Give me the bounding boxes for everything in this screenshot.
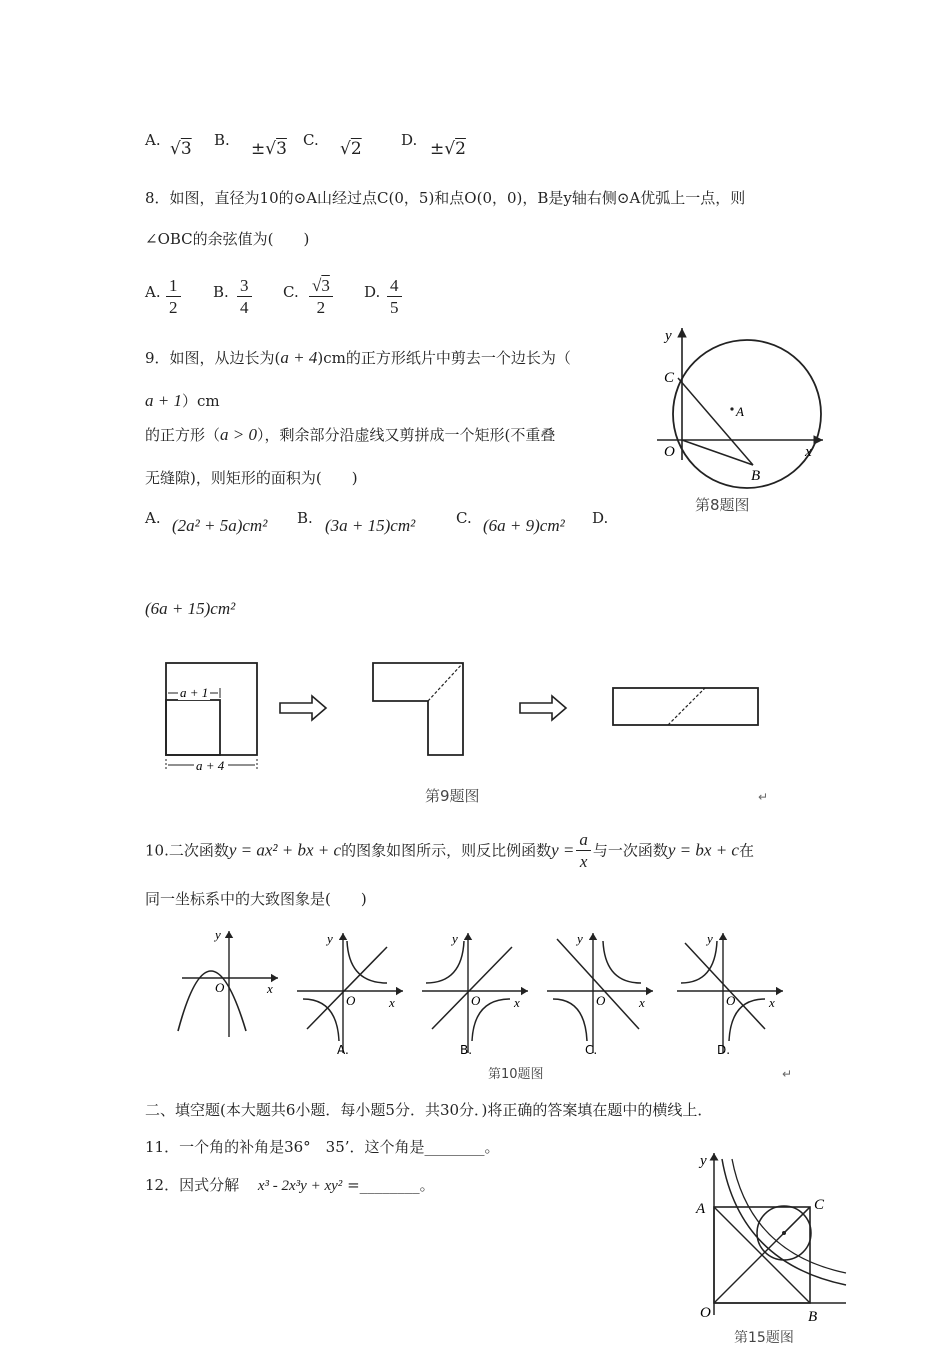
section-2-title: 二、填空题(本大题共6小题．每小题5分．共30分．)将正确的答案填在题中的横线上． (145, 1101, 713, 1119)
fig15-label-y: y (700, 1153, 707, 1169)
fig10-p-y: y (215, 927, 221, 942)
q8-option-d-label: D. (364, 283, 381, 301)
fig9-return-mark: ↵ (758, 790, 769, 804)
figure-9 (160, 655, 800, 805)
fig8-label-x: x (805, 444, 812, 460)
q9-option-c-value: (6a + 9)cm² (483, 516, 565, 535)
q10-stem-line2: 同一坐标系中的大致图象是( ) (145, 890, 367, 908)
fig10-p-o: O (215, 980, 225, 995)
fig8-label-o: O (664, 444, 675, 460)
q8-option-c-value: $\frac{√3}{2}$ (309, 276, 333, 319)
q7-option-b-value: ±√3 (251, 139, 287, 159)
figure-15 (688, 1145, 848, 1345)
fig9-arrow-2 (520, 696, 566, 720)
q9-option-a-label: A. (145, 509, 161, 527)
fig10-caption: 第10题图 (488, 1067, 544, 1082)
q8-option-d-value: $\frac{4}{5}$ (387, 276, 402, 319)
q8-stem-line2: ∠OBC的余弦值为( ) (145, 230, 310, 248)
fig15-hyperbola-1 (722, 1159, 846, 1285)
fig8-label-y: y (665, 328, 672, 344)
q7-option-a-value: √3 (170, 139, 192, 159)
fig8-label-c: C (664, 370, 675, 386)
fig10-d-y: y (707, 931, 713, 946)
q10-stem-line1: 10.二次函数y = ax² + bx + c的图象如图所示，则反比例函数y = $\frac{a}{x}$ 与一次函数y = bx + c在 (145, 830, 754, 871)
fig10-d-o: O (726, 993, 736, 1008)
fig10-c-y: y (577, 931, 583, 946)
q9-stem-line4: 无缝隙)，则矩形的面积为( ) (145, 469, 358, 487)
fig10-a-x: x (389, 995, 395, 1010)
fig10-option-d-graph (677, 931, 783, 1057)
figure-8 (645, 320, 835, 520)
q8-option-a-value: $\frac{1}{2}$ (166, 276, 181, 319)
q8-option-c-label: C. (283, 283, 299, 301)
q8-option-b-value: $\frac{3}{4}$ (237, 276, 252, 319)
fig10-a-o: O (346, 993, 356, 1008)
q7-option-a-label: A. (145, 131, 161, 149)
fig10-d-x: x (769, 995, 775, 1010)
q9-option-b-label: B. (297, 509, 313, 527)
fig15-label-a: A (696, 1201, 706, 1217)
fig15-label-b: B (808, 1309, 818, 1325)
q9-option-b-value: (3a + 15)cm² (325, 516, 416, 535)
fig15-caption: 第15题图 (734, 1330, 794, 1345)
fig10-d-label: D. (717, 1043, 731, 1057)
fig9-label-inner: a + 1 (180, 685, 209, 700)
q9-option-d-value: (6a + 15)cm² (145, 599, 236, 618)
q9-stem-line1: 9．如图，从边长为(a + 4)cm的正方形纸片中剪去一个边长为（ (145, 348, 571, 367)
fig10-b-x: x (514, 995, 520, 1010)
q9-option-d-label: D. (592, 509, 609, 527)
q11-stem: 11．一个角的补角是36° 35’．这个角是________。 (145, 1138, 500, 1156)
fig10-option-c-graph (547, 931, 653, 1057)
q7-option-b-label: B. (214, 131, 230, 149)
fig10-a-label: A. (337, 1043, 349, 1057)
fig9-label-outer: a + 4 (196, 758, 225, 773)
fig9-arrow-1 (280, 696, 326, 720)
fig15-hyperbola-2 (732, 1159, 846, 1273)
fig10-b-o: O (471, 993, 481, 1008)
q12-stem: 12．因式分解 x³ - 2x³y + xy² =________。 (145, 1176, 435, 1194)
q9-option-c-label: C. (456, 509, 472, 527)
q7-option-c-label: C. (303, 131, 319, 149)
figure-10 (170, 925, 810, 1085)
q9-stem-line3: 的正方形（a > 0），剩余部分沿虚线又剪拼成一个矩形(不重叠 (145, 425, 556, 444)
fig8-circle (673, 340, 821, 488)
fig9-caption: 第9题图 (425, 787, 480, 805)
fig10-return-mark: ↵ (782, 1067, 793, 1081)
fig8-center-point (730, 407, 733, 410)
fig10-p-x: x (267, 981, 273, 996)
q9-stem-line2: a + 1）cm (145, 391, 220, 410)
fig8-caption: 第8题图 (695, 496, 750, 514)
fig15-radius (784, 1207, 810, 1233)
q7-option-c-value: √2 (340, 139, 362, 159)
q12-expression: x³ - 2x³y + xy² (257, 1178, 343, 1194)
fig8-label-b: B (751, 468, 761, 484)
fig9-cut-line (428, 663, 463, 701)
q9-option-a-value: (2a² + 5a)cm² (172, 516, 268, 535)
fig10-c-x: x (639, 995, 645, 1010)
fig10-b-label: B. (460, 1043, 473, 1057)
fig9-rect-dashed (668, 688, 705, 725)
fig15-label-o: O (700, 1305, 711, 1321)
fig10-b-y: y (452, 931, 458, 946)
q8-stem-line1: 8．如图，直径为10的⊙A山经过点C(0，5)和点O(0，0)，B是y轴右侧⊙A优弧上一点，则 (145, 189, 746, 207)
fig9-rectangle (613, 688, 758, 725)
fig10-option-b-graph (422, 931, 528, 1057)
fig10-c-label: C. (585, 1043, 598, 1057)
q8-option-a-label: A. (145, 283, 161, 301)
fig8-label-a: A (736, 404, 744, 419)
fig10-option-a-graph (297, 931, 403, 1057)
q7-option-d-value: ±√2 (430, 139, 466, 159)
fig9-inner-square (166, 700, 220, 755)
q8-option-b-label: B. (213, 283, 229, 301)
fig9-outer-square (166, 663, 257, 755)
fig10-a-y: y (327, 931, 333, 946)
q7-option-d-label: D. (401, 131, 418, 149)
fig10-c-o: O (596, 993, 606, 1008)
fig15-label-c: C (814, 1197, 825, 1213)
fig10-parabola-graph (178, 927, 278, 1037)
